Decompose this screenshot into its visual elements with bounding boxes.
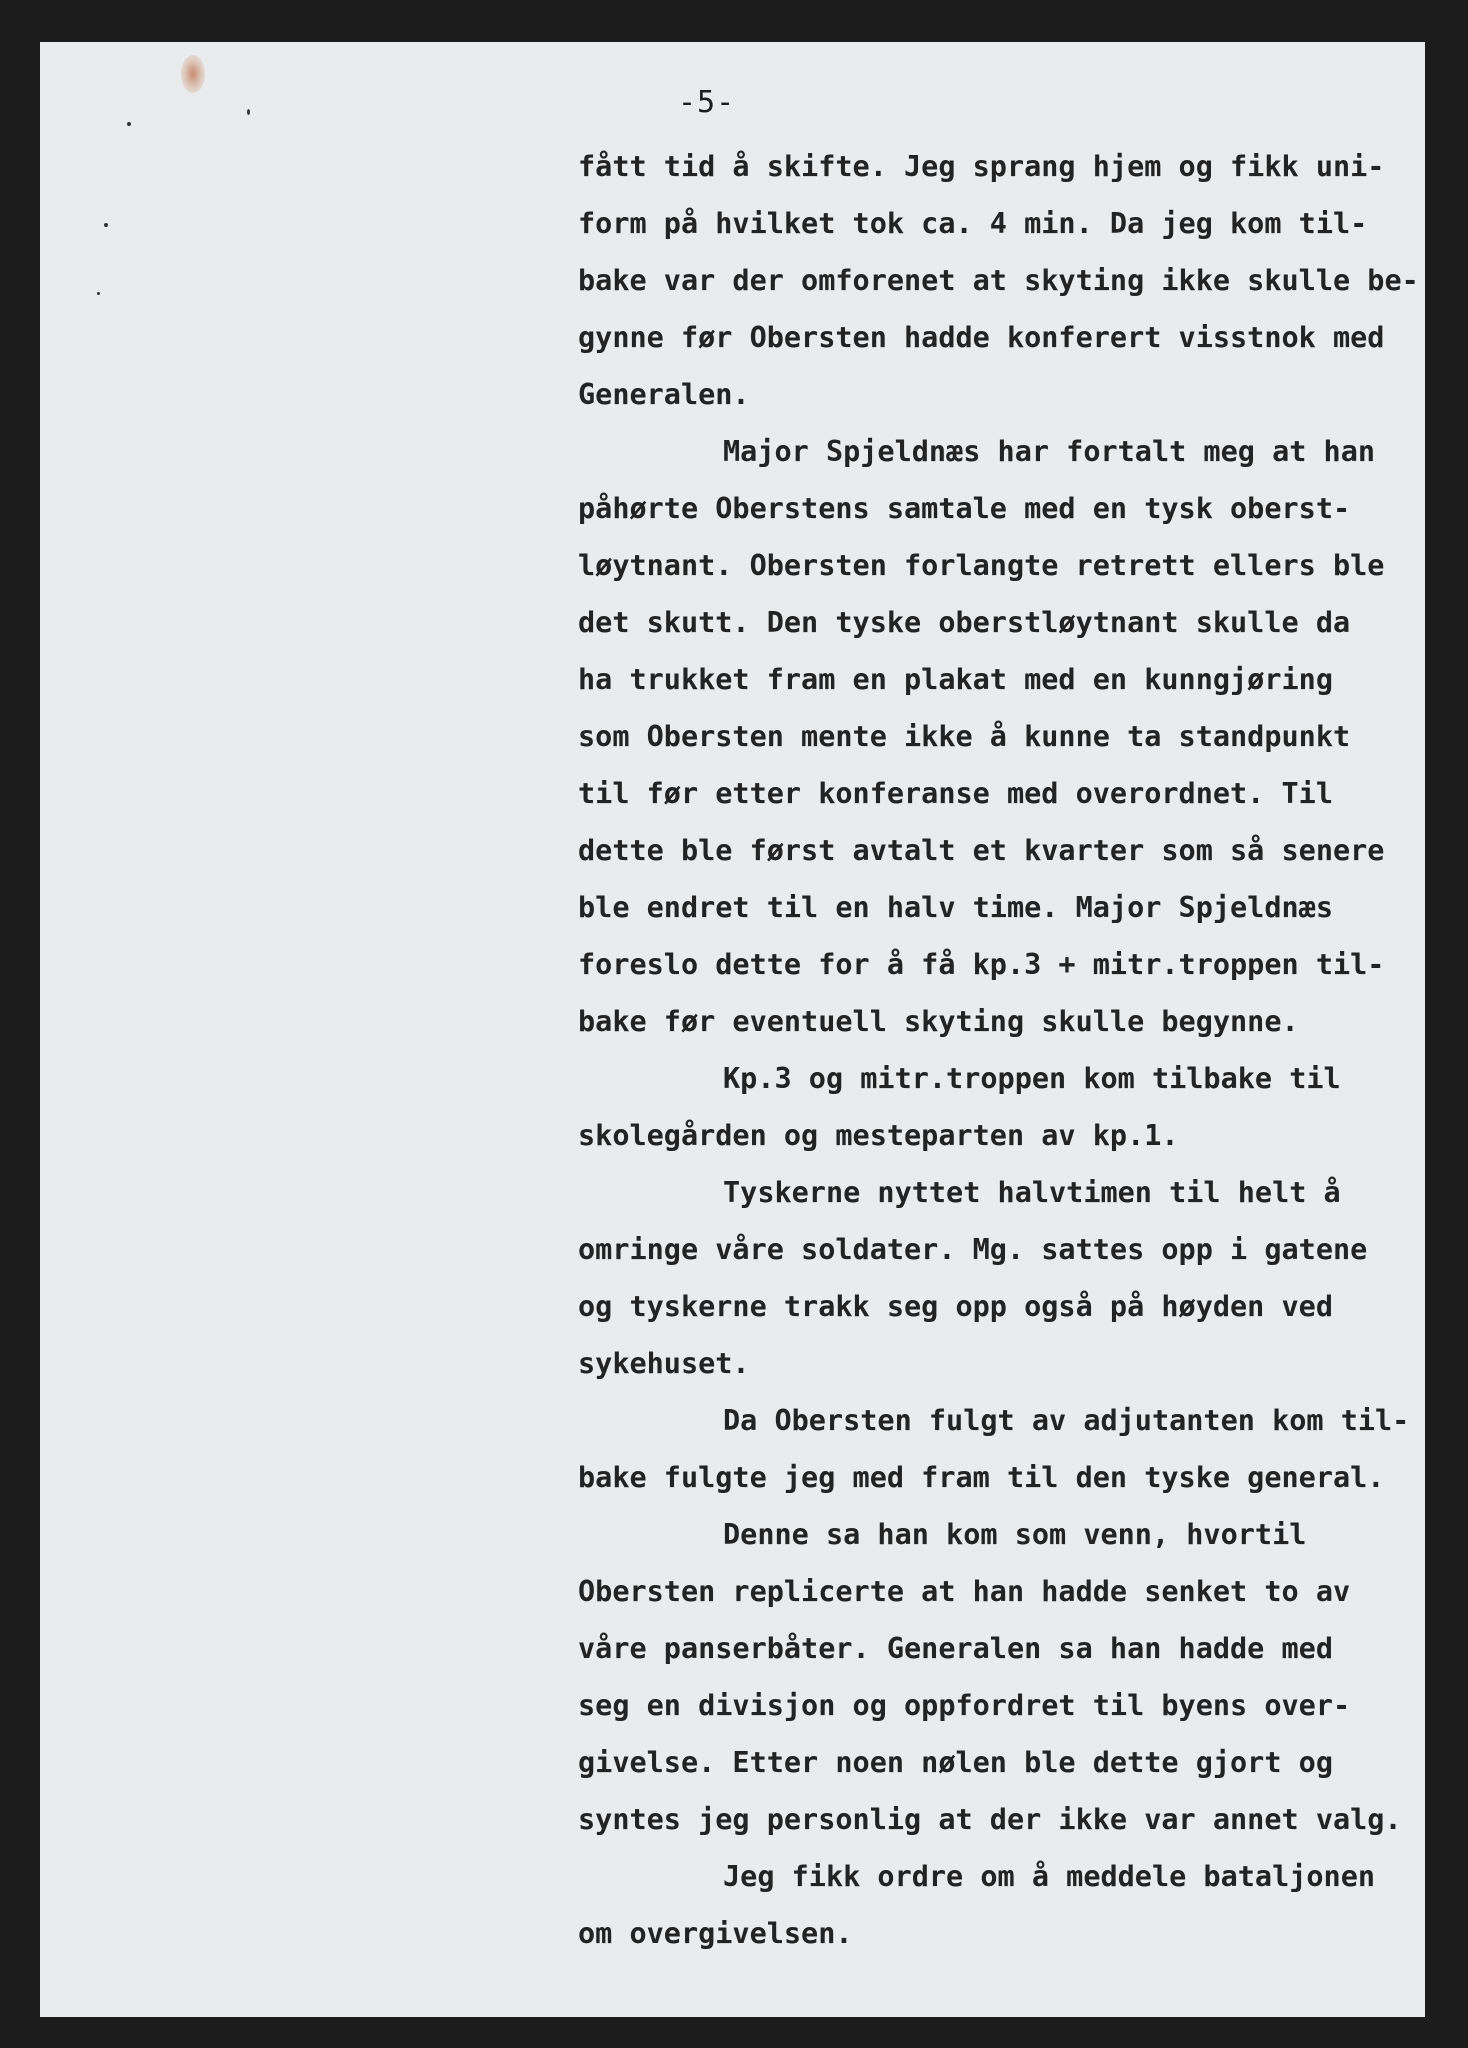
text-line: sykehuset.	[578, 1347, 750, 1380]
text-line: det skutt. Den tyske oberstløytnant skulle da	[578, 606, 1351, 639]
text-line: Generalen.	[578, 378, 750, 411]
text-line: omringe våre soldater. Mg. sattes opp i gatene	[578, 1233, 1368, 1266]
margin-dot	[97, 292, 100, 295]
text-line: til før etter konferanse med overordnet. Til	[578, 777, 1333, 810]
text-line: ble endret til en halv time. Major Spjeldnæs	[578, 891, 1333, 924]
text-line: fått tid å skifte. Jeg sprang hjem og fikk uni-	[578, 150, 1385, 183]
document-page	[40, 42, 1425, 2017]
text-line: Jeg fikk ordre om å meddele bataljonen	[723, 1860, 1376, 1893]
text-line: form på hvilket tok ca. 4 min. Da jeg kom til-	[578, 207, 1368, 240]
text-line: dette ble først avtalt et kvarter som så senere	[578, 834, 1385, 867]
text-line: syntes jeg personlig at der ikke var annet valg.	[578, 1803, 1402, 1836]
margin-dot	[104, 223, 108, 227]
text-line: og tyskerne trakk seg opp også på høyden ved	[578, 1290, 1333, 1323]
text-line: om overgivelsen.	[578, 1917, 853, 1950]
text-line: Denne sa han kom som venn, hvortil	[723, 1518, 1307, 1551]
text-line: bake før eventuell skyting skulle begynne.	[578, 1005, 1299, 1038]
text-line: foreslo dette for å få kp.3 + mitr.troppen til-	[578, 948, 1385, 981]
text-line: Tyskerne nyttet halvtimen til helt å	[723, 1176, 1341, 1209]
text-line: Kp.3 og mitr.troppen kom tilbake til	[723, 1062, 1341, 1095]
text-line: Major Spjeldnæs har fortalt meg at han	[723, 435, 1376, 468]
margin-dot	[127, 122, 131, 126]
text-line: Da Obersten fulgt av adjutanten kom til-	[723, 1404, 1410, 1437]
rust-stain	[181, 55, 205, 93]
text-line: løytnant. Obersten forlangte retrett ellers ble	[578, 549, 1385, 582]
text-line: seg en divisjon og oppfordret til byens over-	[578, 1689, 1351, 1722]
text-line: bake fulgte jeg med fram til den tyske general.	[578, 1461, 1385, 1494]
text-line: gynne før Obersten hadde konferert visstnok med	[578, 321, 1385, 354]
margin-dot	[247, 109, 250, 115]
text-line: givelse. Etter noen nølen ble dette gjort og	[578, 1746, 1333, 1779]
text-line: Obersten replicerte at han hadde senket to av	[578, 1575, 1351, 1608]
text-line: våre panserbåter. Generalen sa han hadde med	[578, 1632, 1333, 1665]
text-line: skolegården og mesteparten av kp.1.	[578, 1119, 1179, 1152]
page-number: -5-	[678, 85, 736, 120]
text-line: ha trukket fram en plakat med en kunngjøring	[578, 663, 1333, 696]
text-line: som Obersten mente ikke å kunne ta standpunkt	[578, 720, 1351, 753]
text-line: bake var der omforenet at skyting ikke skulle be-	[578, 264, 1419, 297]
typed-text-body	[578, 138, 1438, 1962]
text-line: påhørte Oberstens samtale med en tysk oberst-	[578, 492, 1351, 525]
